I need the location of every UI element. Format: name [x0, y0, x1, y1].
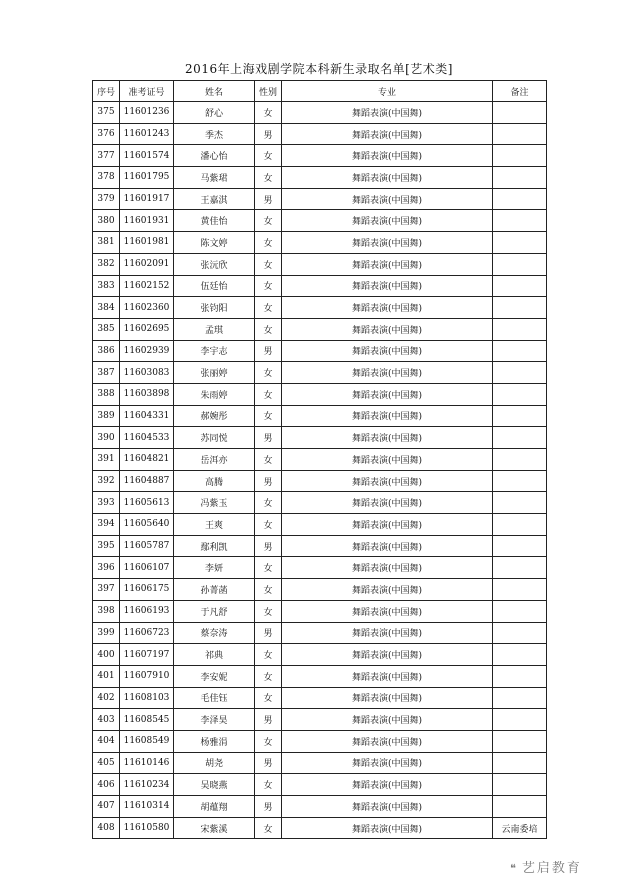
cell-major: 舞蹈表演(中国舞): [282, 644, 493, 666]
cell-remarks: [493, 470, 547, 492]
cell-gender: 女: [255, 253, 282, 275]
cell-gender: 女: [255, 644, 282, 666]
table-row: [93, 405, 547, 427]
cell-exam-id: 11605787: [120, 535, 174, 557]
cell-serial: 385: [93, 318, 120, 340]
cell-major: 舞蹈表演(中国舞): [282, 752, 493, 774]
cell-remarks: [493, 752, 547, 774]
cell-exam-id: 11602152: [120, 275, 174, 297]
cell-major: 舞蹈表演(中国舞): [282, 600, 493, 622]
cell-exam-id: 11604887: [120, 470, 174, 492]
cell-serial: 407: [93, 796, 120, 818]
cell-exam-id: 11601795: [120, 167, 174, 189]
cell-serial: 384: [93, 297, 120, 319]
cell-serial: 391: [93, 449, 120, 471]
cell-major: 舞蹈表演(中国舞): [282, 730, 493, 752]
cell-serial: 379: [93, 188, 120, 210]
cell-serial: 386: [93, 340, 120, 362]
cell-exam-id: 11604821: [120, 449, 174, 471]
cell-exam-id: 11603083: [120, 362, 174, 384]
cell-gender: 女: [255, 687, 282, 709]
cell-exam-id: 11605613: [120, 492, 174, 514]
cell-serial: 376: [93, 123, 120, 145]
table-row: [93, 297, 547, 319]
cell-exam-id: 11610146: [120, 752, 174, 774]
cell-exam-id: 11602360: [120, 297, 174, 319]
cell-exam-id: 11601931: [120, 210, 174, 232]
cell-name: 陈文婷: [174, 232, 255, 254]
cell-major: 舞蹈表演(中国舞): [282, 405, 493, 427]
cell-exam-id: 11610314: [120, 796, 174, 818]
table-row: [93, 535, 547, 557]
cell-serial: 387: [93, 362, 120, 384]
cell-remarks: [493, 644, 547, 666]
cell-name: 祁典: [174, 644, 255, 666]
cell-gender: 女: [255, 145, 282, 167]
cell-serial: 377: [93, 145, 120, 167]
cell-major: 舞蹈表演(中国舞): [282, 622, 493, 644]
table-row: [93, 817, 547, 839]
cell-exam-id: 11601917: [120, 188, 174, 210]
cell-name: 伍廷怡: [174, 275, 255, 297]
cell-gender: 女: [255, 817, 282, 839]
cell-major: 舞蹈表演(中国舞): [282, 665, 493, 687]
table-header-row: [93, 81, 547, 102]
cell-remarks: [493, 102, 547, 124]
table-row: [93, 188, 547, 210]
cell-remarks: [493, 210, 547, 232]
cell-exam-id: 11601236: [120, 102, 174, 124]
cell-major: 舞蹈表演(中国舞): [282, 145, 493, 167]
cell-name: 杨雅涓: [174, 730, 255, 752]
cell-gender: 女: [255, 210, 282, 232]
header-name: 姓名: [174, 81, 255, 102]
cell-gender: 女: [255, 665, 282, 687]
cell-serial: 389: [93, 405, 120, 427]
cell-exam-id: 11608545: [120, 709, 174, 731]
cell-major: 舞蹈表演(中国舞): [282, 123, 493, 145]
chat-bubble-icon: ❝: [510, 862, 518, 875]
table-row: [93, 123, 547, 145]
cell-exam-id: 11607910: [120, 665, 174, 687]
cell-remarks: [493, 232, 547, 254]
cell-remarks: [493, 318, 547, 340]
table-row: [93, 622, 547, 644]
table-row: [93, 145, 547, 167]
cell-serial: 402: [93, 687, 120, 709]
cell-serial: 397: [93, 579, 120, 601]
cell-name: 胡尧: [174, 752, 255, 774]
cell-serial: 390: [93, 427, 120, 449]
cell-name: 郝婉彤: [174, 405, 255, 427]
cell-major: 舞蹈表演(中国舞): [282, 557, 493, 579]
cell-gender: 男: [255, 123, 282, 145]
cell-remarks: [493, 535, 547, 557]
cell-major: 舞蹈表演(中国舞): [282, 297, 493, 319]
table-row: [93, 514, 547, 536]
cell-name: 宋紫溪: [174, 817, 255, 839]
cell-exam-id: 11602939: [120, 340, 174, 362]
cell-serial: 406: [93, 774, 120, 796]
table-row: [93, 557, 547, 579]
cell-exam-id: 11602091: [120, 253, 174, 275]
cell-name: 苏同悦: [174, 427, 255, 449]
table-row: [93, 340, 547, 362]
cell-exam-id: 11601574: [120, 145, 174, 167]
cell-serial: 404: [93, 730, 120, 752]
cell-major: 舞蹈表演(中国舞): [282, 817, 493, 839]
table-row: [93, 752, 547, 774]
cell-gender: 男: [255, 340, 282, 362]
watermark: [510, 857, 582, 876]
cell-exam-id: 11601243: [120, 123, 174, 145]
table-row: [93, 665, 547, 687]
cell-remarks: [493, 514, 547, 536]
cell-remarks: [493, 709, 547, 731]
cell-name: 李安妮: [174, 665, 255, 687]
table-row: [93, 730, 547, 752]
cell-remarks: [493, 687, 547, 709]
table-row: [93, 579, 547, 601]
cell-remarks: [493, 622, 547, 644]
header-exam-id: 准考证号: [120, 81, 174, 102]
cell-major: 舞蹈表演(中国舞): [282, 796, 493, 818]
cell-remarks: [493, 774, 547, 796]
cell-exam-id: 11602695: [120, 318, 174, 340]
cell-major: 舞蹈表演(中国舞): [282, 188, 493, 210]
cell-gender: 女: [255, 774, 282, 796]
cell-gender: 女: [255, 232, 282, 254]
cell-major: 舞蹈表演(中国舞): [282, 514, 493, 536]
cell-serial: 383: [93, 275, 120, 297]
table-row: [93, 427, 547, 449]
cell-serial: 378: [93, 167, 120, 189]
cell-remarks: [493, 449, 547, 471]
cell-gender: 女: [255, 492, 282, 514]
watermark-text: 艺启教育: [521, 861, 582, 876]
cell-gender: 男: [255, 752, 282, 774]
cell-remarks: [493, 145, 547, 167]
cell-serial: 403: [93, 709, 120, 731]
table-body: [93, 102, 547, 839]
cell-name: 李妍: [174, 557, 255, 579]
cell-name: 王嘉淇: [174, 188, 255, 210]
table-row: [93, 232, 547, 254]
table-row: [93, 362, 547, 384]
cell-exam-id: 11610580: [120, 817, 174, 839]
cell-remarks: [493, 362, 547, 384]
cell-name: 张丽婷: [174, 362, 255, 384]
cell-name: 舒心: [174, 102, 255, 124]
cell-gender: 女: [255, 514, 282, 536]
cell-major: 舞蹈表演(中国舞): [282, 470, 493, 492]
cell-gender: 男: [255, 470, 282, 492]
admission-table: [92, 80, 547, 839]
cell-major: 舞蹈表演(中国舞): [282, 362, 493, 384]
table-row: [93, 709, 547, 731]
cell-name: 蔡奈涛: [174, 622, 255, 644]
cell-remarks: [493, 557, 547, 579]
cell-remarks: [493, 796, 547, 818]
cell-gender: 男: [255, 427, 282, 449]
cell-remarks: [493, 297, 547, 319]
cell-serial: 381: [93, 232, 120, 254]
cell-major: 舞蹈表演(中国舞): [282, 774, 493, 796]
table-row: [93, 492, 547, 514]
table-row: [93, 600, 547, 622]
cell-name: 冯紫玉: [174, 492, 255, 514]
cell-exam-id: 11601981: [120, 232, 174, 254]
header-remarks: 备注: [493, 81, 547, 102]
cell-name: 李宇志: [174, 340, 255, 362]
cell-serial: 396: [93, 557, 120, 579]
cell-serial: 382: [93, 253, 120, 275]
cell-exam-id: 11604533: [120, 427, 174, 449]
cell-exam-id: 11605640: [120, 514, 174, 536]
cell-major: 舞蹈表演(中国舞): [282, 687, 493, 709]
cell-gender: 男: [255, 709, 282, 731]
cell-gender: 女: [255, 167, 282, 189]
cell-major: 舞蹈表演(中国舞): [282, 275, 493, 297]
cell-gender: 男: [255, 796, 282, 818]
cell-name: 于凡舒: [174, 600, 255, 622]
table-row: [93, 796, 547, 818]
cell-gender: 男: [255, 188, 282, 210]
cell-serial: 393: [93, 492, 120, 514]
cell-major: 舞蹈表演(中国舞): [282, 449, 493, 471]
cell-name: 张沅欣: [174, 253, 255, 275]
cell-remarks: [493, 275, 547, 297]
cell-remarks: [493, 600, 547, 622]
cell-serial: 401: [93, 665, 120, 687]
table-row: [93, 687, 547, 709]
cell-remarks: [493, 427, 547, 449]
cell-remarks: [493, 730, 547, 752]
header-gender: 性别: [255, 81, 282, 102]
cell-name: 孟琪: [174, 318, 255, 340]
cell-gender: 女: [255, 557, 282, 579]
cell-serial: 375: [93, 102, 120, 124]
cell-gender: 女: [255, 383, 282, 405]
cell-exam-id: 11606175: [120, 579, 174, 601]
cell-gender: 女: [255, 318, 282, 340]
cell-name: 吴晓燕: [174, 774, 255, 796]
cell-name: 李泽昊: [174, 709, 255, 731]
cell-serial: 399: [93, 622, 120, 644]
cell-gender: 女: [255, 405, 282, 427]
cell-exam-id: 11608549: [120, 730, 174, 752]
cell-gender: 女: [255, 362, 282, 384]
cell-major: 舞蹈表演(中国舞): [282, 340, 493, 362]
cell-name: 胡蕴翔: [174, 796, 255, 818]
cell-remarks: [493, 188, 547, 210]
cell-name: 岳洱亦: [174, 449, 255, 471]
header-serial: 序号: [93, 81, 120, 102]
table-row: [93, 318, 547, 340]
table-row: [93, 102, 547, 124]
cell-gender: 女: [255, 275, 282, 297]
cell-remarks: 云南委培: [493, 817, 547, 839]
cell-major: 舞蹈表演(中国舞): [282, 232, 493, 254]
cell-name: 高腾: [174, 470, 255, 492]
cell-name: 王爽: [174, 514, 255, 536]
cell-gender: 女: [255, 600, 282, 622]
page-title: 2016年上海戏剧学院本科新生录取名单[艺术类]: [185, 62, 453, 76]
cell-major: 舞蹈表演(中国舞): [282, 492, 493, 514]
cell-gender: 女: [255, 449, 282, 471]
cell-major: 舞蹈表演(中国舞): [282, 427, 493, 449]
cell-name: 潘心怡: [174, 145, 255, 167]
cell-exam-id: 11606193: [120, 600, 174, 622]
cell-remarks: [493, 405, 547, 427]
table-row: [93, 275, 547, 297]
cell-remarks: [493, 383, 547, 405]
cell-remarks: [493, 340, 547, 362]
table-row: [93, 644, 547, 666]
cell-serial: 380: [93, 210, 120, 232]
cell-serial: 408: [93, 817, 120, 839]
header-major: 专业: [282, 81, 493, 102]
cell-name: 季杰: [174, 123, 255, 145]
cell-exam-id: 11603898: [120, 383, 174, 405]
table-row: [93, 774, 547, 796]
cell-major: 舞蹈表演(中国舞): [282, 253, 493, 275]
cell-major: 舞蹈表演(中国舞): [282, 579, 493, 601]
table-row: [93, 470, 547, 492]
cell-exam-id: 11606107: [120, 557, 174, 579]
cell-exam-id: 11606723: [120, 622, 174, 644]
cell-gender: 男: [255, 535, 282, 557]
cell-gender: 女: [255, 579, 282, 601]
cell-exam-id: 11610234: [120, 774, 174, 796]
cell-name: 孙菁菡: [174, 579, 255, 601]
cell-serial: 405: [93, 752, 120, 774]
cell-major: 舞蹈表演(中国舞): [282, 535, 493, 557]
cell-remarks: [493, 665, 547, 687]
cell-major: 舞蹈表演(中国舞): [282, 383, 493, 405]
table-row: [93, 167, 547, 189]
cell-name: 毛佳钰: [174, 687, 255, 709]
cell-gender: 女: [255, 730, 282, 752]
cell-remarks: [493, 253, 547, 275]
cell-major: 舞蹈表演(中国舞): [282, 709, 493, 731]
cell-remarks: [493, 123, 547, 145]
cell-name: 朱雨婷: [174, 383, 255, 405]
cell-serial: 388: [93, 383, 120, 405]
cell-remarks: [493, 167, 547, 189]
table-row: [93, 449, 547, 471]
cell-gender: 男: [255, 622, 282, 644]
cell-gender: 女: [255, 102, 282, 124]
cell-name: 黄佳怡: [174, 210, 255, 232]
cell-major: 舞蹈表演(中国舞): [282, 102, 493, 124]
cell-exam-id: 11604331: [120, 405, 174, 427]
cell-serial: 395: [93, 535, 120, 557]
table-row: [93, 383, 547, 405]
cell-major: 舞蹈表演(中国舞): [282, 210, 493, 232]
cell-exam-id: 11607197: [120, 644, 174, 666]
cell-serial: 394: [93, 514, 120, 536]
cell-gender: 女: [255, 297, 282, 319]
cell-remarks: [493, 492, 547, 514]
cell-major: 舞蹈表演(中国舞): [282, 318, 493, 340]
cell-serial: 392: [93, 470, 120, 492]
cell-name: 张钧阳: [174, 297, 255, 319]
table-row: [93, 210, 547, 232]
cell-name: 鄢利凯: [174, 535, 255, 557]
cell-major: 舞蹈表演(中国舞): [282, 167, 493, 189]
table-row: [93, 253, 547, 275]
cell-name: 马紫珺: [174, 167, 255, 189]
cell-remarks: [493, 579, 547, 601]
cell-serial: 400: [93, 644, 120, 666]
cell-exam-id: 11608103: [120, 687, 174, 709]
cell-serial: 398: [93, 600, 120, 622]
